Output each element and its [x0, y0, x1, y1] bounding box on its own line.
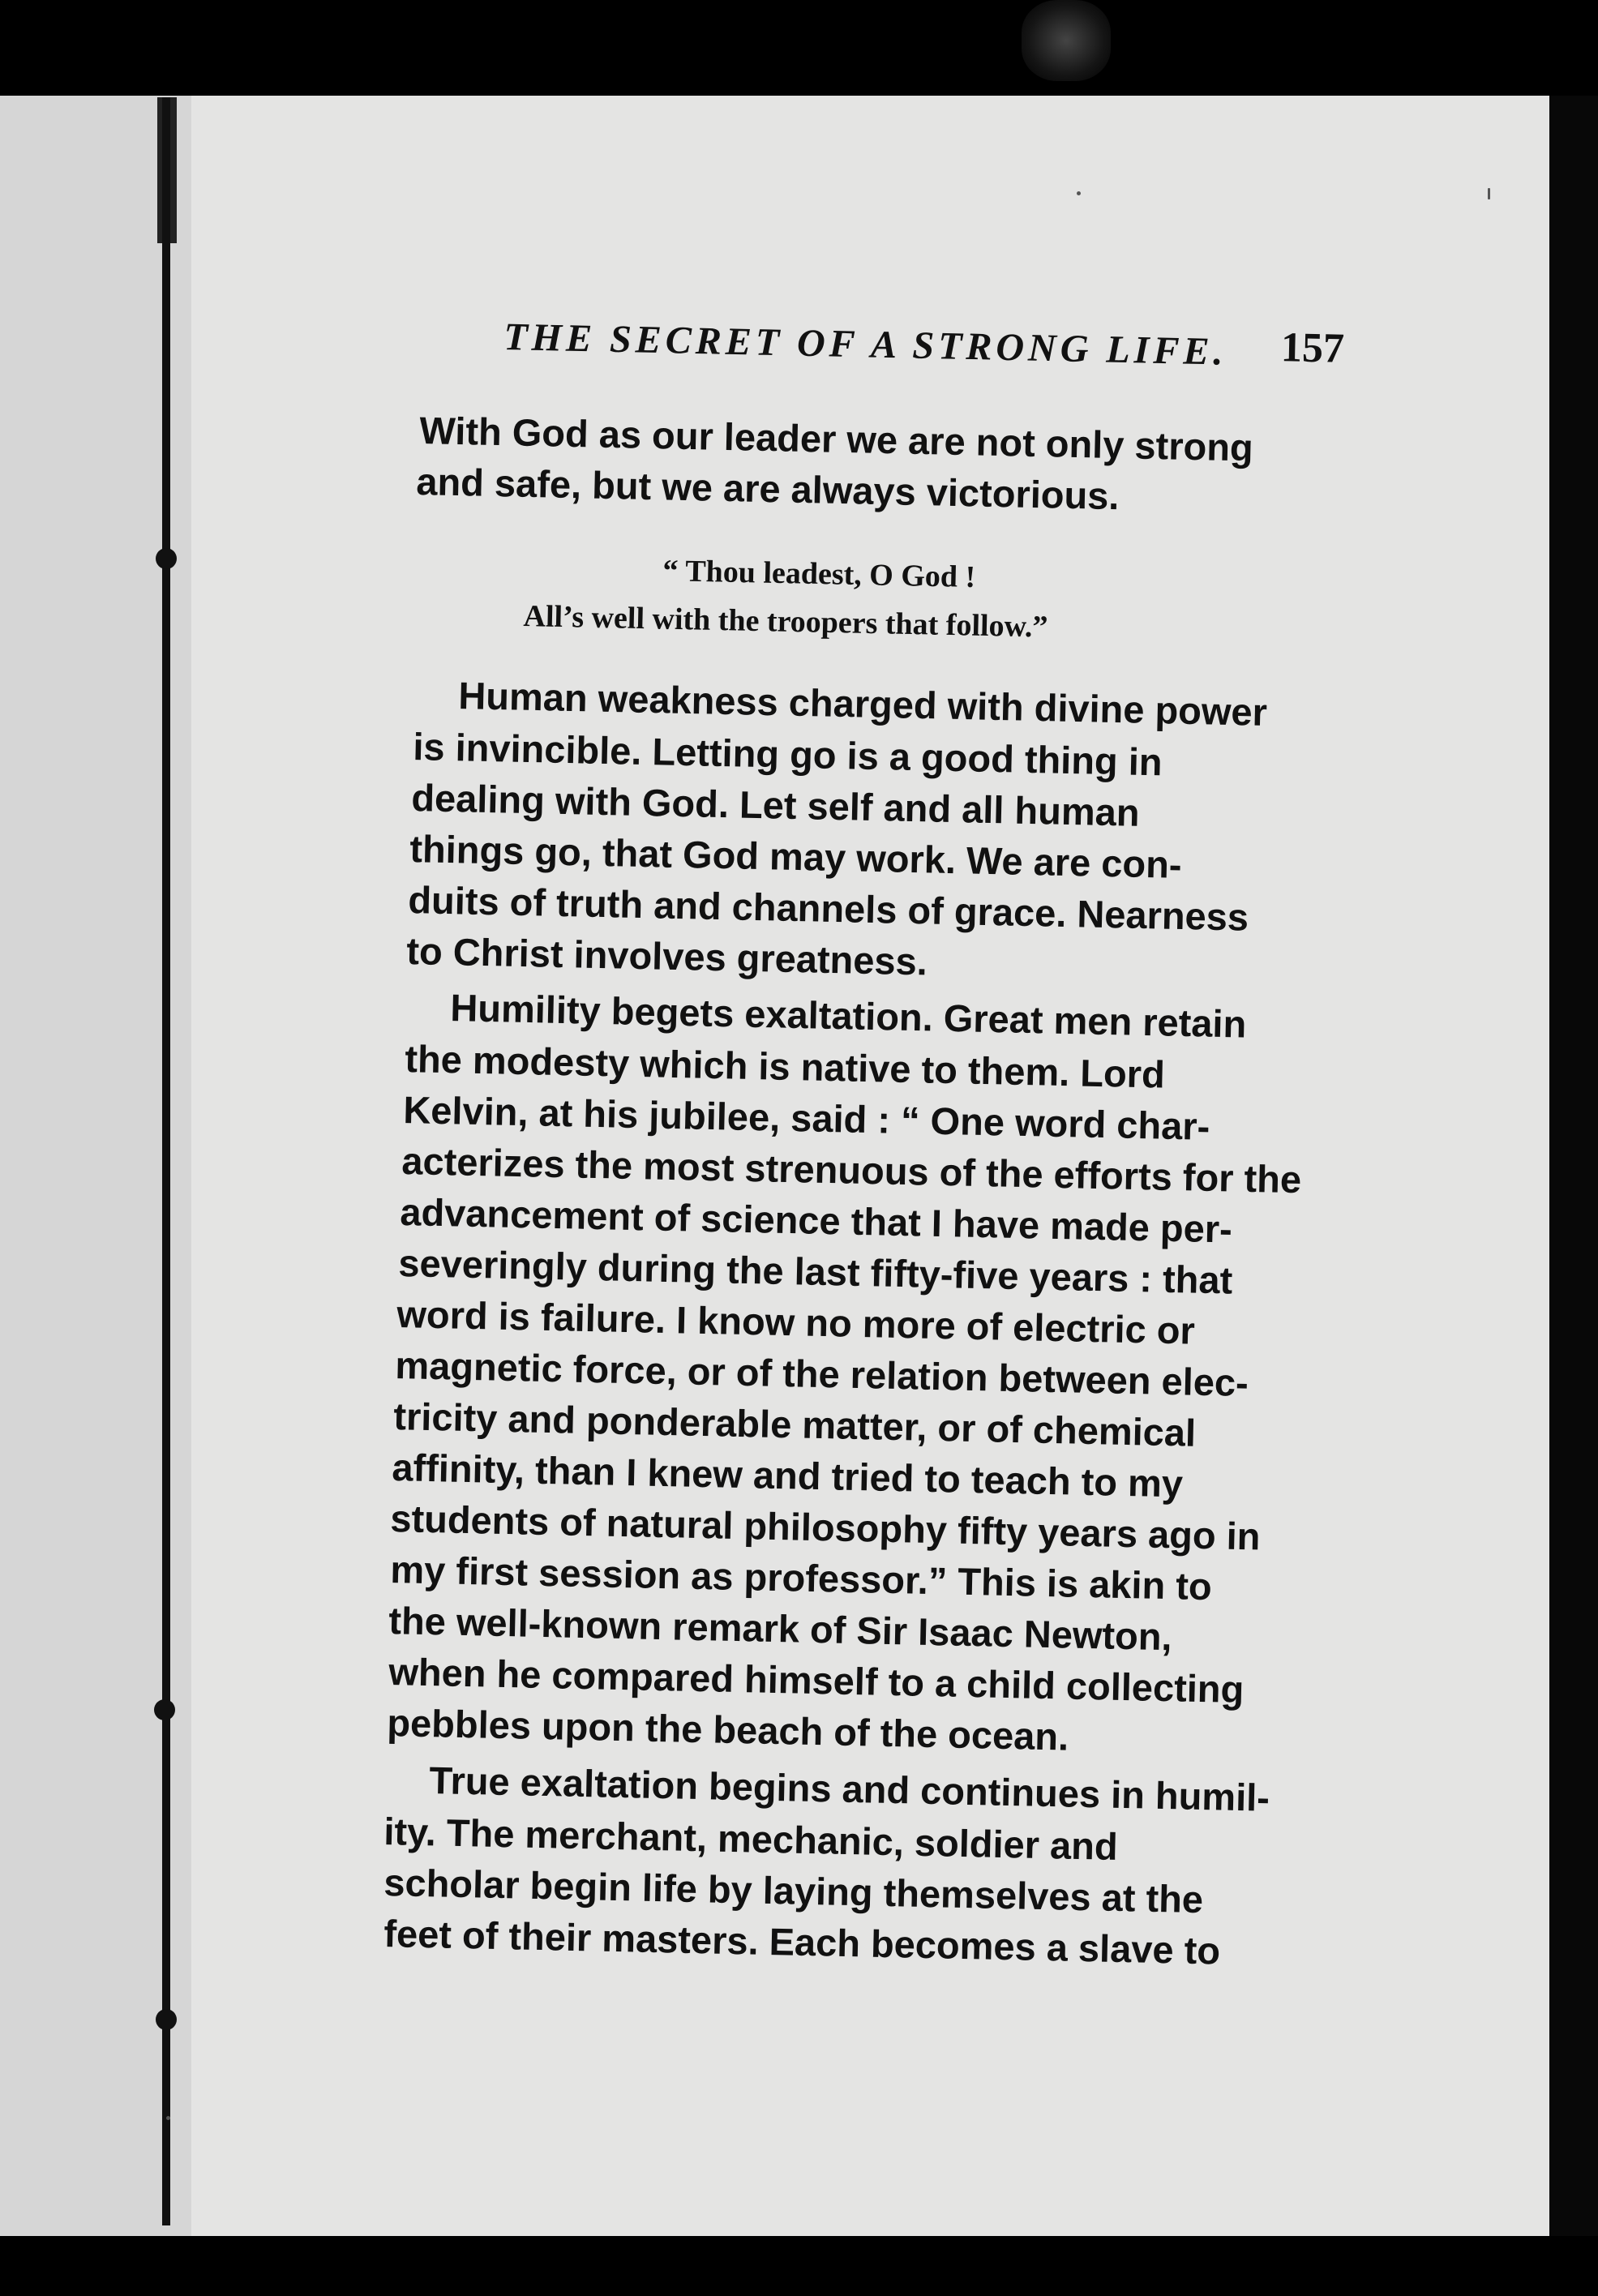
- text-line: With God as our leader we are not only strong: [418, 408, 1254, 469]
- text-line: magnetic force, or of the relation between elec-: [394, 1343, 1249, 1405]
- binding-thread: [162, 97, 170, 2225]
- binding-knot-2: [154, 1699, 175, 1720]
- text-line: severingly during the last fifty-five years : that: [397, 1240, 1233, 1302]
- running-head-title: THE SECRET OF A STRONG LIFE.: [503, 315, 1227, 374]
- scan-bottom-border: [0, 2236, 1598, 2296]
- binding-knot-3: [156, 2009, 177, 2030]
- text-line: Human weakness charged with divine power: [457, 673, 1268, 734]
- text-line: pebbles upon the beach of the ocean.: [386, 1700, 1069, 1758]
- text-line: tricity and ponderable matter, or of chemical: [392, 1394, 1197, 1454]
- text-line: feet of their masters. Each becomes a slave to: [383, 1911, 1221, 1973]
- quote-line: All’s well with the troopers that follow.”: [523, 598, 1048, 645]
- text-line: acterizes the most strenuous of the efforts for the: [401, 1138, 1302, 1202]
- paper-speck: [1077, 191, 1081, 195]
- text-line: the modesty which is native to them. Lord: [404, 1036, 1166, 1096]
- text-line: students of natural philosophy fifty years ago in: [389, 1496, 1262, 1558]
- text-line: duits of truth and channels of grace. Nearness: [407, 877, 1249, 939]
- scan-top-border: [0, 0, 1598, 97]
- text-line: word is failure. I know no more of electric or: [396, 1292, 1196, 1352]
- text-line: affinity, than I knew and tried to teach to my: [391, 1445, 1184, 1506]
- binding-knot-1: [156, 548, 177, 569]
- text-line: Kelvin, at his jubilee, said : “ One word char-: [402, 1087, 1210, 1148]
- text-line: and safe, but we are always victorious.: [415, 459, 1120, 518]
- quote-line: “ Thou leadest, O God !: [662, 553, 976, 595]
- text-line: ity. The merchant, mechanic, soldier and: [383, 1809, 1119, 1868]
- text-line: the well-known remark of Sir Isaac Newton,: [388, 1598, 1173, 1659]
- page-number: 157: [1280, 324, 1345, 372]
- text-line: True exaltation begins and continues in humil-: [428, 1758, 1270, 1819]
- scan-right-border: [1549, 96, 1598, 2236]
- paper-speck: [166, 2116, 170, 2120]
- text-line: advancement of science that I have made per-: [399, 1189, 1233, 1251]
- text-line: is invincible. Letting go is a good thing in: [412, 724, 1163, 784]
- text-line: my first session as professor.” This is akin to: [389, 1547, 1213, 1608]
- paper-speck: [1488, 188, 1490, 199]
- text-line: things go, that God may work. We are con-: [409, 826, 1183, 886]
- text-line: when he compared himself to a child collecting: [388, 1649, 1245, 1711]
- text-line: dealing with God. Let self and all human: [410, 775, 1141, 834]
- text-line: to Christ involves greatness.: [405, 928, 928, 983]
- text-line: scholar begin life by laying themselves at the: [383, 1860, 1204, 1921]
- scan-blemish: [1022, 0, 1111, 81]
- text-line: Humility begets exaltation. Great men retain: [449, 985, 1247, 1046]
